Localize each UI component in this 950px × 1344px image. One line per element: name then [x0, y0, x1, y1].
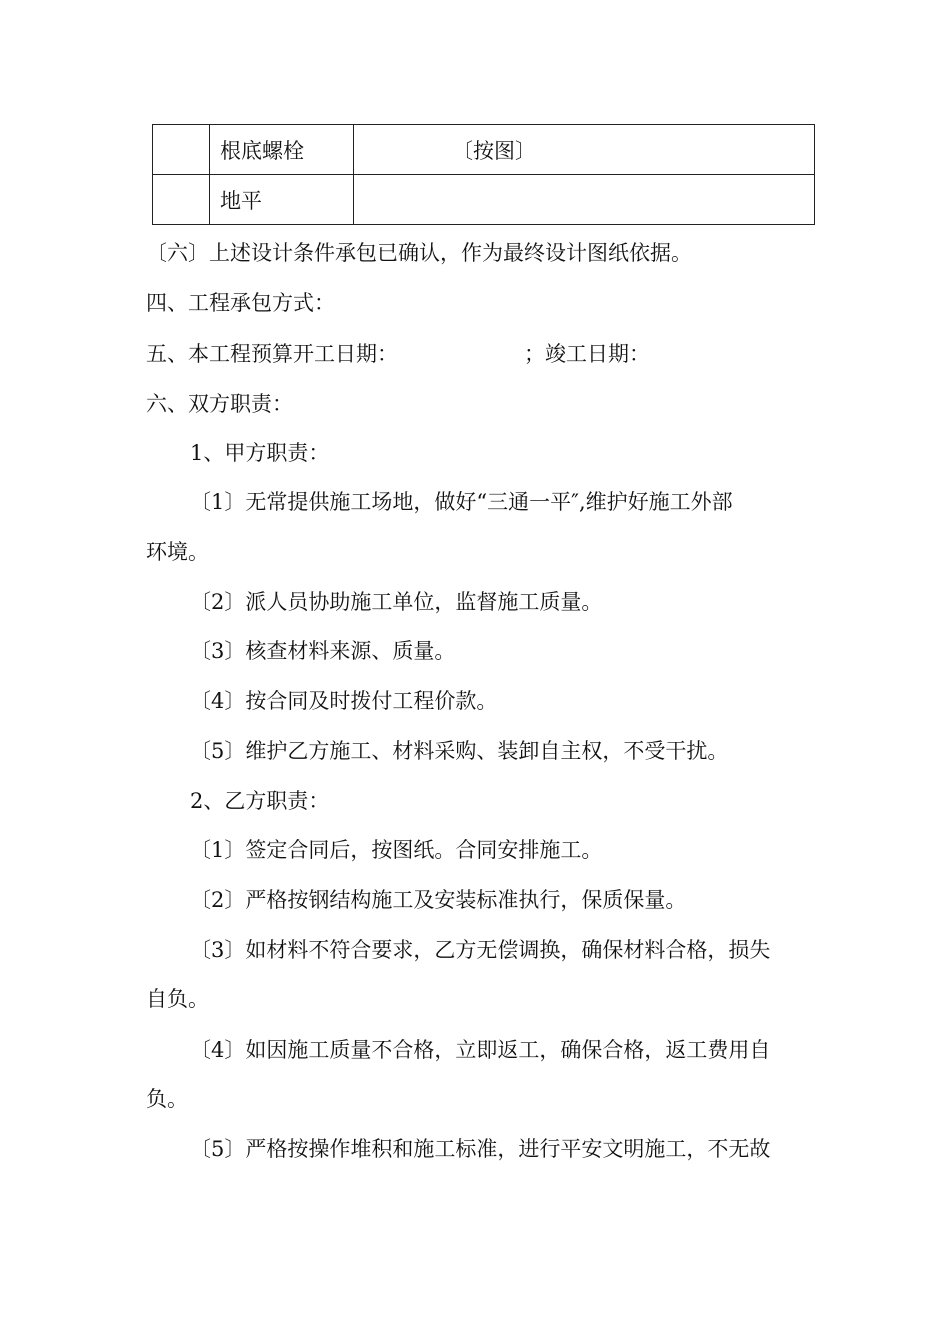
table-cell-spec-text: 〔按图〕 [452, 138, 536, 163]
party-a-item-2: 〔2〕派人员协助施工单位，监督施工质量。 [190, 590, 603, 614]
table-row [153, 175, 815, 225]
party-b-item-1: 〔1〕签定合同后，按图纸。合同安排施工。 [190, 838, 603, 862]
party-a-item-5: 〔5〕维护乙方施工、材料采购、装卸自主权，不受干扰。 [190, 739, 729, 763]
party-b-item-4: 〔4〕如因施工质量不合格，立即返工，确保合格，返工费用自 [190, 1038, 771, 1062]
party-b-item-3: 〔3〕如材料不符合要求，乙方无偿调换，确保材料合格，损失 [190, 938, 771, 962]
table-cell-spec [354, 125, 815, 175]
section-dates [146, 339, 650, 369]
party-b-item-5: 〔5〕严格按操作堆积和施工标准，进行平安文明施工，不无故 [190, 1137, 771, 1161]
party-a-item-3: 〔3〕核查材料来源、质量。 [190, 639, 456, 663]
party-b-item-3-cont: 自负。 [146, 987, 209, 1011]
table-cell-spec [354, 175, 815, 225]
party-a-item-4: 〔4〕按合同及时拨付工程价款。 [190, 689, 498, 713]
section-duties: 六、双方职责： [146, 392, 293, 416]
party-a-heading: 1、甲方职责： [190, 441, 330, 465]
start-date-label: 五、本工程预算开工日期： [146, 342, 398, 366]
table-cell-item: 地平 [210, 175, 354, 225]
paragraph-design-confirm: 〔六〕上述设计条件承包已确认，作为最终设计图纸依据。 [146, 241, 692, 265]
party-b-item-4-cont: 负。 [146, 1087, 188, 1111]
table-cell-num [153, 125, 210, 175]
finish-date-label: ；竣工日期： [524, 342, 650, 366]
table-row [153, 125, 815, 175]
party-a-item-1-cont: 环境。 [146, 540, 209, 564]
table-cell-item: 根底螺栓 [210, 125, 354, 175]
party-b-heading: 2、乙方职责： [190, 789, 330, 813]
section-contract-method: 四、工程承包方式： [146, 291, 335, 315]
table-cell-num [153, 175, 210, 225]
spec-table [152, 124, 815, 225]
party-a-item-1: 〔1〕无常提供施工场地，做好“三通一平″,维护好施工外部 [190, 490, 733, 514]
party-b-item-2: 〔2〕严格按钢结构施工及安装标准执行，保质保量。 [190, 888, 687, 912]
